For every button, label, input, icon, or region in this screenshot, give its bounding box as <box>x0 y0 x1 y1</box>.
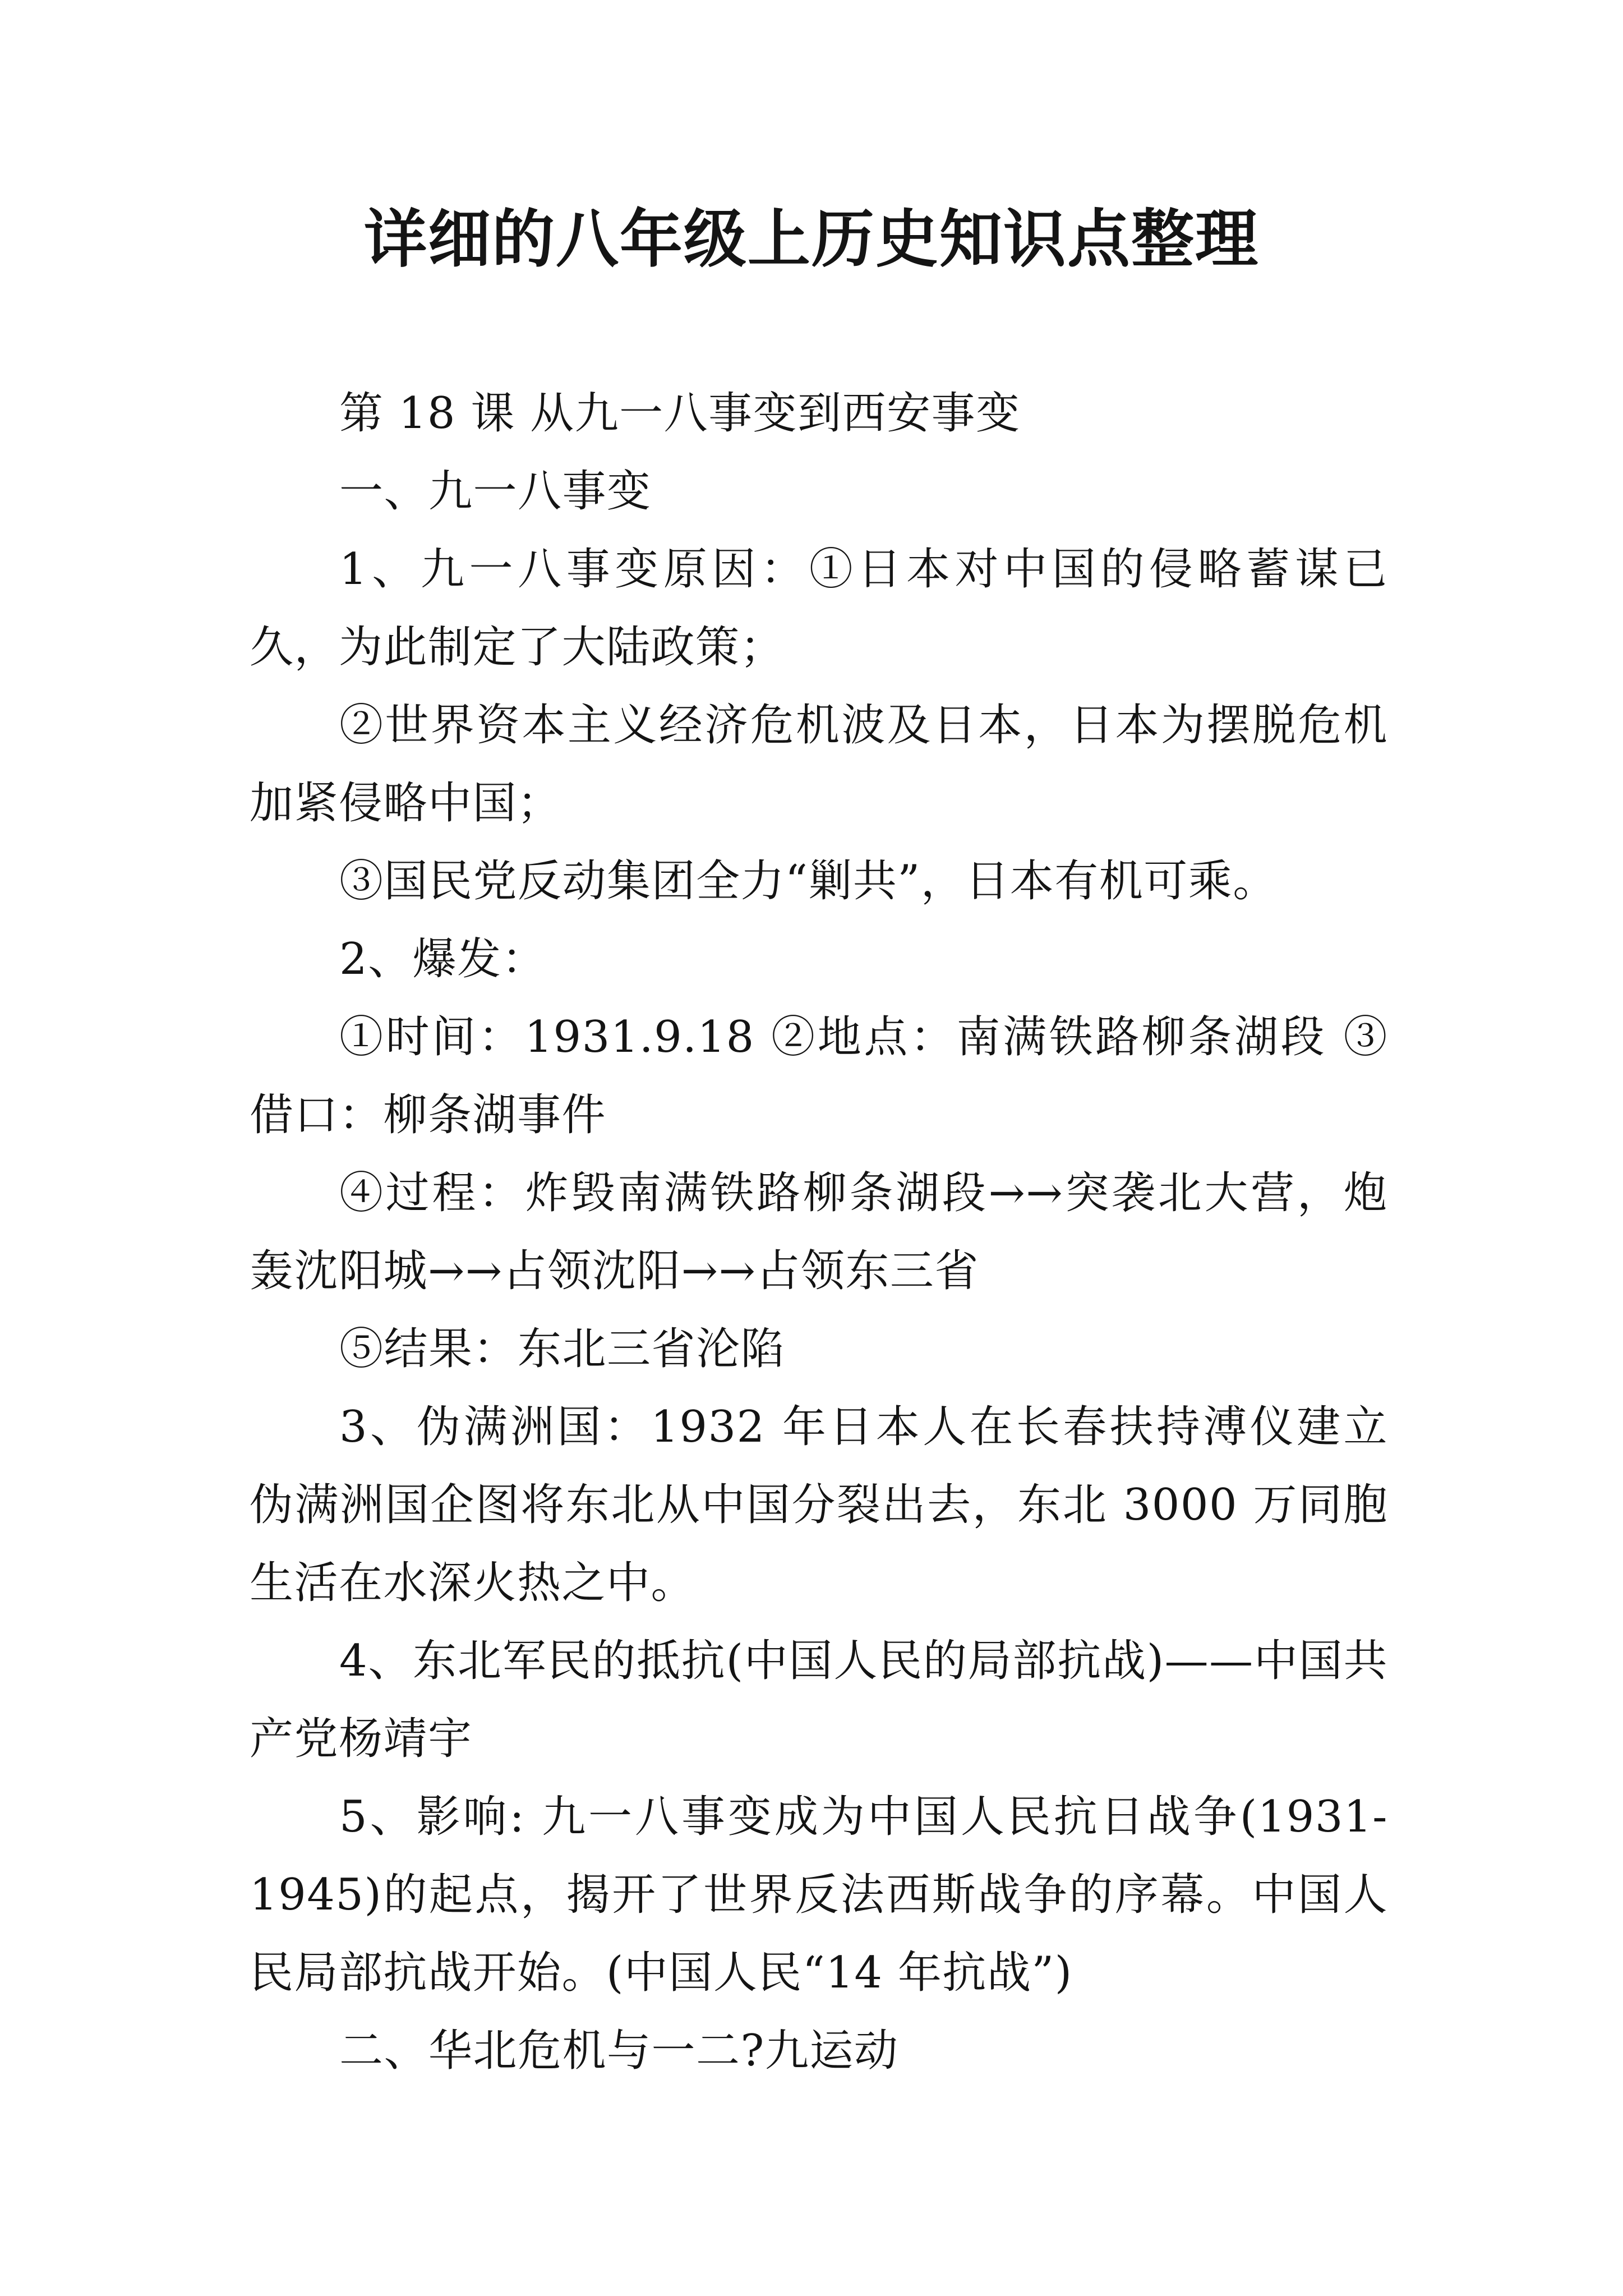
paragraph-cause-2: ②世界资本主义经济危机波及日本，日本为摆脱危机加紧侵略中国； <box>250 700 1388 829</box>
paragraph-resistance: 4、东北军民的抵抗(中国人民的局部抗战)——中国共产党杨靖宇 <box>250 1636 1388 1764</box>
paragraph-cause-3: ③国民党反动集团全力“剿共”，日本有机可乘。 <box>339 856 1278 907</box>
paragraph-process: ④过程：炸毁南满铁路柳条湖段→→突袭北大营，炮轰沈阳城→→占领沈阳→→占领东三省 <box>250 1168 1388 1296</box>
paragraph-time-place: ①时间：1931.9.18 ②地点：南满铁路柳条湖段 ③借口：柳条湖事件 <box>250 1012 1388 1140</box>
lesson-heading: 第 18 课 从九一八事变到西安事变 <box>339 388 1021 439</box>
paragraph-influence: 5、影响: 九一八事变成为中国人民抗日战争(1931-1945)的起点，揭开了世界反法西斯战争的序幕。中国人民局部抗战开始。(中国人民“14 年抗战”) <box>250 1792 1388 1998</box>
paragraph-causes: 1、九一八事变原因：①日本对中国的侵略蓄谋已久，为此制定了大陆政策； <box>250 544 1388 673</box>
document-body <box>250 375 1388 2090</box>
document-title: 详细的八年级上历史知识点整理 <box>364 203 1259 276</box>
paragraph-result: ⑤结果：东北三省沦陷 <box>339 1324 786 1374</box>
paragraph-manchukuo: 3、伪满洲国：1932 年日本人在长春扶持溥仪建立伪满洲国企图将东北从中国分裂出去，东北 3000 万同胞生活在水深火热之中。 <box>250 1402 1388 1608</box>
section-heading-2: 二、华北危机与一二?九运动 <box>339 2026 899 2076</box>
section-heading-1: 一、九一八事变 <box>339 466 652 517</box>
paragraph-outbreak: 2、爆发： <box>339 934 547 984</box>
